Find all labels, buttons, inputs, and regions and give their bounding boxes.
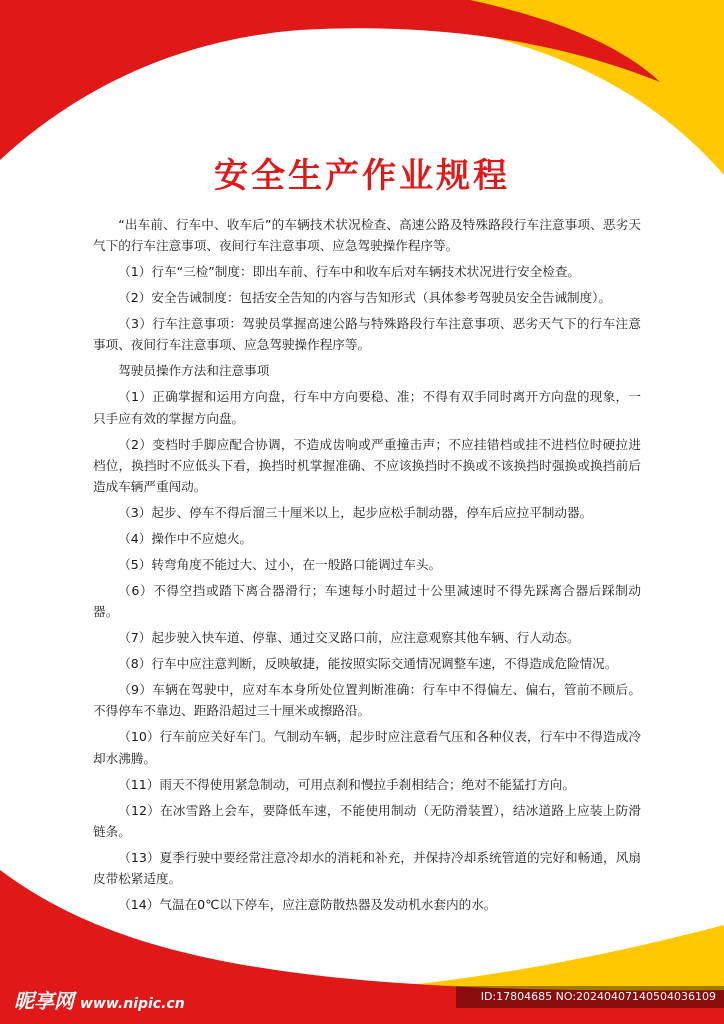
rule-paragraph: （1）行车“三检”制度：即出车前、行车中和收车后对车辆技术状况进行安全检查。 xyxy=(118,264,581,280)
rule-paragraph: （13）夏季行驶中要经常注意冷却水的消耗和补充，并保持冷却系统管道的完好和畅通，风扇皮带松紧适度。 xyxy=(93,849,641,887)
intro-paragraph: “出车前、行车中、收车后”的车辆技术状况检查、高速公路及特殊路段行车注意事项、恶劣天气下的行车注意事项、夜间行车注意事项、应急驾驶操作程序等。 xyxy=(93,217,641,254)
rule-paragraph: （3）行车注意事项：驾驶员掌握高速公路与特殊路段行车注意事项、恶劣天气下的行车注意事项、夜间行车注意事项、应急驾驶操作程序等。 xyxy=(93,316,641,353)
regulation-body xyxy=(93,214,641,920)
rule-paragraph: （7）起步驶入快车道、停靠、通过交叉路口前，应注意观察其他车辆、行人动态。 xyxy=(118,630,580,646)
rule-paragraph: （1）正确掌握和运用方向盘，行车中方向要稳、准；不得有双手同时离开方向盘的现象，一只手应有效的掌握方向盘。 xyxy=(93,389,641,426)
rule-paragraph: （4）操作中不应熄火。 xyxy=(118,531,253,547)
rule-paragraph: （8）行车中应注意判断，反映敏捷，能按照实际交通情况调整车速，不得造成危险情况。 xyxy=(118,656,618,672)
rule-paragraph: （5）转弯角度不能过大、过小，在一般路口能调过车头。 xyxy=(118,557,442,573)
section-heading: 驾驶员操作方法和注意事项 xyxy=(118,363,270,379)
watermark-id-bar: ID:17804685 NO:20240407140504036109 xyxy=(456,986,724,1008)
watermark-logo xyxy=(14,985,185,1014)
rule-paragraph: （2）变档时手脚应配合协调，不造成齿响或严重撞击声；不应挂错档或挂不进档位时硬拉进档位，换挡时不应低头下看，换挡时机掌握准确、不应该换挡时不换或不该换挡时强换或换挡前后造成车辆严重闯动。 xyxy=(93,436,641,495)
rule-paragraph: （10）行车前应关好车门。气制动车辆，起步时应注意看气压和各种仪表，行车中不得造成冷却水沸腾。 xyxy=(93,729,641,766)
watermark-logo-text: 昵享网 xyxy=(14,989,74,1013)
rule-paragraph: （2）安全告诫制度：包括安全告知的内容与告知形式（具体参考驾驶员安全告诫制度）。 xyxy=(118,290,612,306)
rule-paragraph: （6）不得空挡或踏下离合器滑行；车速每小时超过十公里减速时不得先踩离合器后踩制动器。 xyxy=(93,583,641,620)
rule-paragraph: （14）气温在0℃以下停车，应注意防散热器及发动机水套内的水。 xyxy=(118,897,497,913)
rule-paragraph: （9）车辆在驾驶中，应对车本身所处位置判断准确：行车中不得偏左、偏右，管前不顾后。不得停车不靠边、距路沿超过三十厘米或擦路沿。 xyxy=(93,682,641,719)
page-title: 安全生产作业规程 xyxy=(214,156,510,196)
watermark-url: www.nipic.cn xyxy=(80,996,185,1012)
rule-paragraph: （3）起步、停车不得后溜三十厘米以上，起步应松手制动器，停车后应拉平制动器。 xyxy=(118,505,593,521)
rule-paragraph: （12）在冰雪路上会车，要降低车速，不能使用制动（无防滑装置），结冰道路上应装上防滑链条。 xyxy=(93,802,641,839)
rule-paragraph: （11）雨天不得使用紧急制动，可用点刹和慢拉手刹相结合；绝对不能猛打方向。 xyxy=(118,776,575,792)
